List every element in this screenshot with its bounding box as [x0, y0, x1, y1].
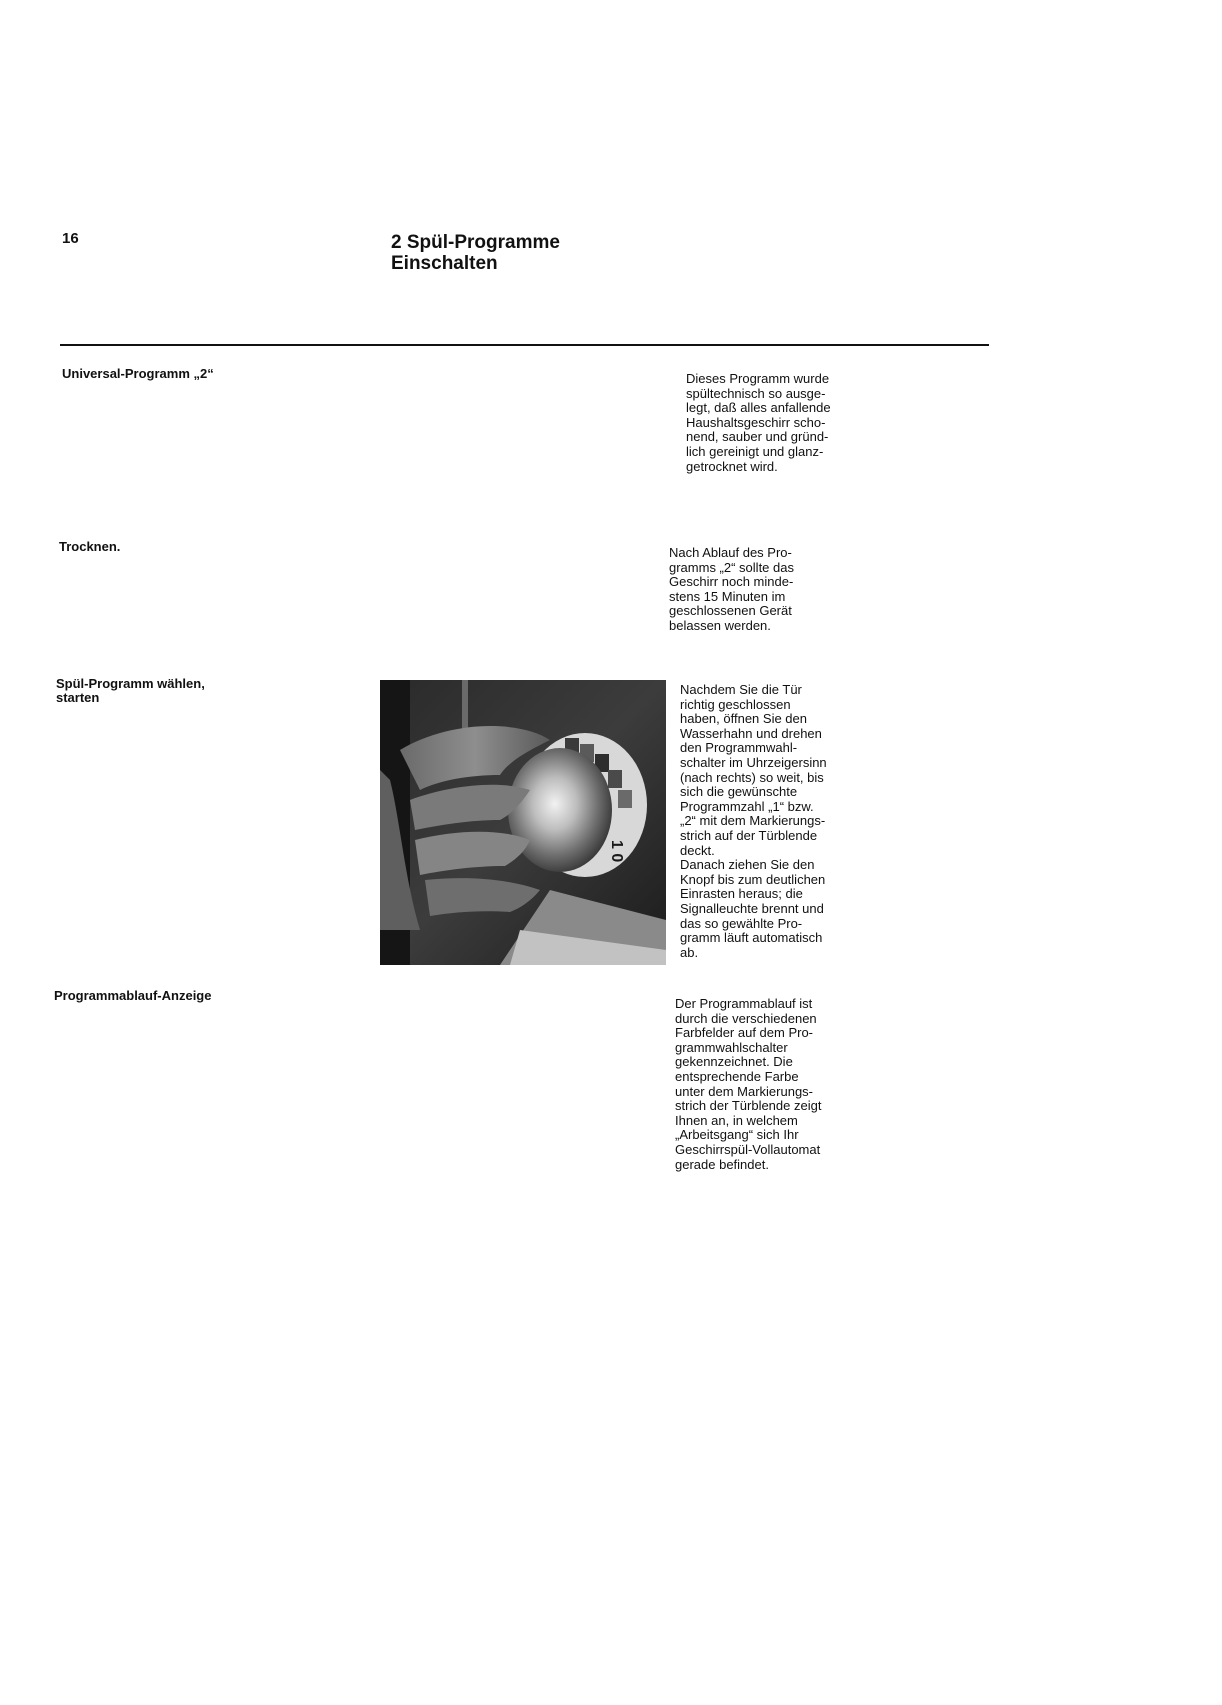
body-text-drying: Nach Ablauf des Pro- gramms „2“ sollte das Geschirr noch minde- stens 15 Minuten im geschlossenen Gerät belassen werden. [669, 545, 794, 633]
side-heading-select-program: Spül-Programm wählen, starten [56, 676, 205, 705]
chapter-title-line-1: 2 Spül-Programme [391, 232, 560, 253]
chapter-title-line-2: Einschalten [391, 253, 498, 274]
side-heading-universal-program: Universal-Programm „2“ [62, 366, 214, 381]
hand-turning-dial-icon [380, 680, 666, 965]
page-number: 16 [62, 230, 79, 247]
dial-label: 1 0 [608, 840, 625, 863]
body-text-universal-program: Dieses Programm wurde spültechnisch so ausge- legt, daß alles anfallende Haushaltsgeschirr scho- nend, sauber und gründ- lich gereinigt und glanz- getrocknet wird. [686, 371, 831, 474]
body-text-select-program: Nachdem Sie die Tür richtig geschlossen haben, öffnen Sie den Wasserhahn und drehen den Programmwahl- schalter im Uhrzeigersinn (nach rechts) so weit, bis sich die gewünschte Programmzahl „1“ bzw. „2“ mit dem Markierungs- strich auf der Türblende deckt. Danach ziehen Sie den Knopf bis zum deutlichen Einrasten heraus; die Signalleuchte brennt und das so gewählte Pro- gramm läuft automatisch ab. [680, 682, 827, 960]
side-heading-drying: Trocknen. [59, 539, 121, 554]
dial-photo [380, 680, 666, 965]
chapter-title [391, 232, 560, 274]
header-divider [60, 344, 989, 346]
body-text-program-indicator: Der Programmablauf ist durch die verschiedenen Farbfelder auf dem Pro- grammwahlschalter gekennzeichnet. Die entsprechende Farbe unter dem Markierungs- strich der Türblende zeigt Ihnen an, in welchem „Arbeitsgang“ sich Ihr Geschirrspül-Vollautomat gerade befindet. [675, 996, 822, 1172]
side-heading-program-indicator: Programmablauf-Anzeige [54, 988, 212, 1003]
